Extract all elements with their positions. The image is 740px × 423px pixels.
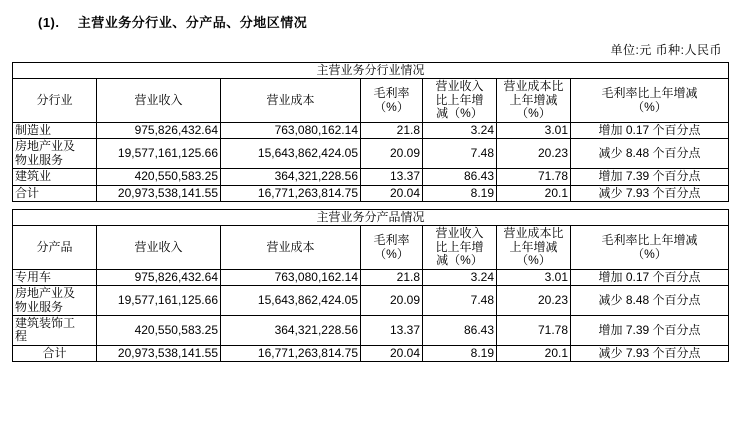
table-row bbox=[13, 269, 729, 285]
row-category: 合计 bbox=[13, 345, 97, 361]
header-revenue: 营业收入 bbox=[97, 79, 221, 122]
header-margin-yoy-line1: 毛利率比上年增减 bbox=[601, 86, 698, 101]
table-row bbox=[13, 316, 729, 346]
header-cost-yoy-line2: 上年增减 bbox=[509, 239, 558, 254]
row-cost-yoy: 3.01 bbox=[497, 122, 571, 138]
row-margin-yoy: 减少 8.48 个百分点 bbox=[571, 286, 729, 316]
header-revenue-yoy bbox=[423, 226, 497, 269]
row-revenue-yoy: 3.24 bbox=[423, 122, 497, 138]
product-breakdown-table bbox=[12, 209, 729, 362]
row-revenue-yoy: 8.19 bbox=[423, 185, 497, 201]
row-category: 建筑业 bbox=[13, 169, 97, 185]
header-revenue-yoy-line3: 减（%） bbox=[436, 106, 483, 121]
row-cost: 763,080,162.14 bbox=[221, 122, 361, 138]
header-cost-yoy-line1: 营业成本比 bbox=[503, 79, 564, 94]
row-cost: 763,080,162.14 bbox=[221, 269, 361, 285]
row-revenue-yoy: 8.19 bbox=[423, 345, 497, 361]
row-revenue: 20,973,538,141.55 bbox=[97, 345, 221, 361]
row-revenue-yoy: 86.43 bbox=[423, 169, 497, 185]
row-revenue-yoy: 7.48 bbox=[423, 139, 497, 169]
header-gross-margin-line2: （%） bbox=[374, 99, 409, 114]
row-category: 专用车 bbox=[13, 269, 97, 285]
header-cost: 营业成本 bbox=[221, 79, 361, 122]
row-category bbox=[13, 139, 97, 169]
row-revenue: 975,826,432.64 bbox=[97, 122, 221, 138]
row-margin-yoy: 增加 7.39 个百分点 bbox=[571, 169, 729, 185]
table2-banner: 主营业务分产品情况 bbox=[13, 209, 729, 225]
row-gross-margin: 20.09 bbox=[361, 286, 423, 316]
row-cost: 364,321,228.56 bbox=[221, 316, 361, 346]
row-revenue: 19,577,161,125.66 bbox=[97, 286, 221, 316]
row-revenue-yoy: 3.24 bbox=[423, 269, 497, 285]
row-cost: 364,321,228.56 bbox=[221, 169, 361, 185]
header-revenue-yoy bbox=[423, 79, 497, 122]
row-gross-margin: 20.09 bbox=[361, 139, 423, 169]
header-revenue: 营业收入 bbox=[97, 226, 221, 269]
table-banner-row bbox=[13, 209, 729, 225]
table-header-row bbox=[13, 79, 729, 122]
row-category bbox=[13, 286, 97, 316]
row-cost-yoy: 20.23 bbox=[497, 286, 571, 316]
header-category: 分产品 bbox=[13, 226, 97, 269]
header-cost-yoy-line2: 上年增减 bbox=[509, 92, 558, 107]
table-total-row bbox=[13, 345, 729, 361]
row-gross-margin: 20.04 bbox=[361, 345, 423, 361]
row-category: 合计 bbox=[13, 185, 97, 201]
row-category bbox=[13, 316, 97, 346]
row-margin-yoy: 减少 7.93 个百分点 bbox=[571, 345, 729, 361]
row-revenue-yoy: 86.43 bbox=[423, 316, 497, 346]
row-gross-margin: 21.8 bbox=[361, 122, 423, 138]
header-margin-yoy bbox=[571, 79, 729, 122]
table-row bbox=[13, 139, 729, 169]
header-revenue-yoy-line2: 比上年增 bbox=[435, 239, 484, 254]
header-cost-yoy-line1: 营业成本比 bbox=[503, 226, 564, 241]
row-revenue: 20,973,538,141.55 bbox=[97, 185, 221, 201]
row-category: 制造业 bbox=[13, 122, 97, 138]
header-revenue-yoy-line1: 营业收入 bbox=[435, 226, 484, 241]
header-margin-yoy-line2: （%） bbox=[632, 99, 667, 114]
row-category-line2: 程 bbox=[15, 329, 28, 344]
row-cost-yoy: 20.23 bbox=[497, 139, 571, 169]
section-heading bbox=[38, 12, 728, 31]
row-revenue: 420,550,583.25 bbox=[97, 169, 221, 185]
row-category-line1: 建筑装饰工 bbox=[15, 316, 76, 330]
row-category-line1: 房地产业及 bbox=[15, 286, 76, 301]
row-gross-margin: 13.37 bbox=[361, 316, 423, 346]
header-gross-margin bbox=[361, 226, 423, 269]
table-row bbox=[13, 169, 729, 185]
table-banner-row bbox=[13, 63, 729, 79]
row-cost-yoy: 20.1 bbox=[497, 345, 571, 361]
row-revenue: 420,550,583.25 bbox=[97, 316, 221, 346]
table-header-row bbox=[13, 226, 729, 269]
section-number: (1). bbox=[38, 15, 60, 30]
row-cost-yoy: 20.1 bbox=[497, 185, 571, 201]
header-gross-margin bbox=[361, 79, 423, 122]
header-cost-yoy-line3: （%） bbox=[516, 106, 551, 121]
row-cost-yoy: 71.78 bbox=[497, 169, 571, 185]
header-revenue-yoy-line1: 营业收入 bbox=[435, 79, 484, 94]
row-cost: 15,643,862,424.05 bbox=[221, 286, 361, 316]
row-gross-margin: 13.37 bbox=[361, 169, 423, 185]
industry-breakdown-table bbox=[12, 62, 729, 202]
header-category: 分行业 bbox=[13, 79, 97, 122]
row-gross-margin: 21.8 bbox=[361, 269, 423, 285]
row-cost: 15,643,862,424.05 bbox=[221, 139, 361, 169]
header-cost-yoy-line3: （%） bbox=[516, 253, 551, 268]
row-margin-yoy: 增加 0.17 个百分点 bbox=[571, 122, 729, 138]
row-cost-yoy: 3.01 bbox=[497, 269, 571, 285]
header-cost-yoy bbox=[497, 226, 571, 269]
header-margin-yoy-line2: （%） bbox=[632, 246, 667, 261]
header-cost-yoy bbox=[497, 79, 571, 122]
row-cost-yoy: 71.78 bbox=[497, 316, 571, 346]
row-revenue-yoy: 7.48 bbox=[423, 286, 497, 316]
table-gap bbox=[12, 202, 728, 209]
header-gross-margin-line1: 毛利率 bbox=[373, 233, 410, 248]
unit-currency-line: 单位:元 币种:人民币 bbox=[610, 43, 722, 57]
table1-banner: 主营业务分行业情况 bbox=[13, 63, 729, 79]
header-gross-margin-line2: （%） bbox=[374, 246, 409, 261]
header-gross-margin-line1: 毛利率 bbox=[373, 86, 410, 101]
section-title-text: 主营业务分行业、分产品、分地区情况 bbox=[77, 15, 308, 30]
header-margin-yoy-line1: 毛利率比上年增减 bbox=[601, 233, 698, 248]
row-category-line1: 房地产业及 bbox=[15, 139, 76, 154]
header-margin-yoy bbox=[571, 226, 729, 269]
row-cost: 16,771,263,814.75 bbox=[221, 345, 361, 361]
header-revenue-yoy-line3: 减（%） bbox=[436, 253, 483, 268]
header-revenue-yoy-line2: 比上年增 bbox=[435, 92, 484, 107]
row-revenue: 19,577,161,125.66 bbox=[97, 139, 221, 169]
row-gross-margin: 20.04 bbox=[361, 185, 423, 201]
row-margin-yoy: 减少 7.93 个百分点 bbox=[571, 185, 729, 201]
row-cost: 16,771,263,814.75 bbox=[221, 185, 361, 201]
row-category-line2: 物业服务 bbox=[15, 299, 64, 314]
table-total-row bbox=[13, 185, 729, 201]
row-margin-yoy: 增加 7.39 个百分点 bbox=[571, 316, 729, 346]
row-margin-yoy: 减少 8.48 个百分点 bbox=[571, 139, 729, 169]
row-category-line2: 物业服务 bbox=[15, 152, 64, 167]
header-cost: 营业成本 bbox=[221, 226, 361, 269]
row-revenue: 975,826,432.64 bbox=[97, 269, 221, 285]
table-row bbox=[13, 122, 729, 138]
table-row bbox=[13, 286, 729, 316]
row-margin-yoy: 增加 0.17 个百分点 bbox=[571, 269, 729, 285]
